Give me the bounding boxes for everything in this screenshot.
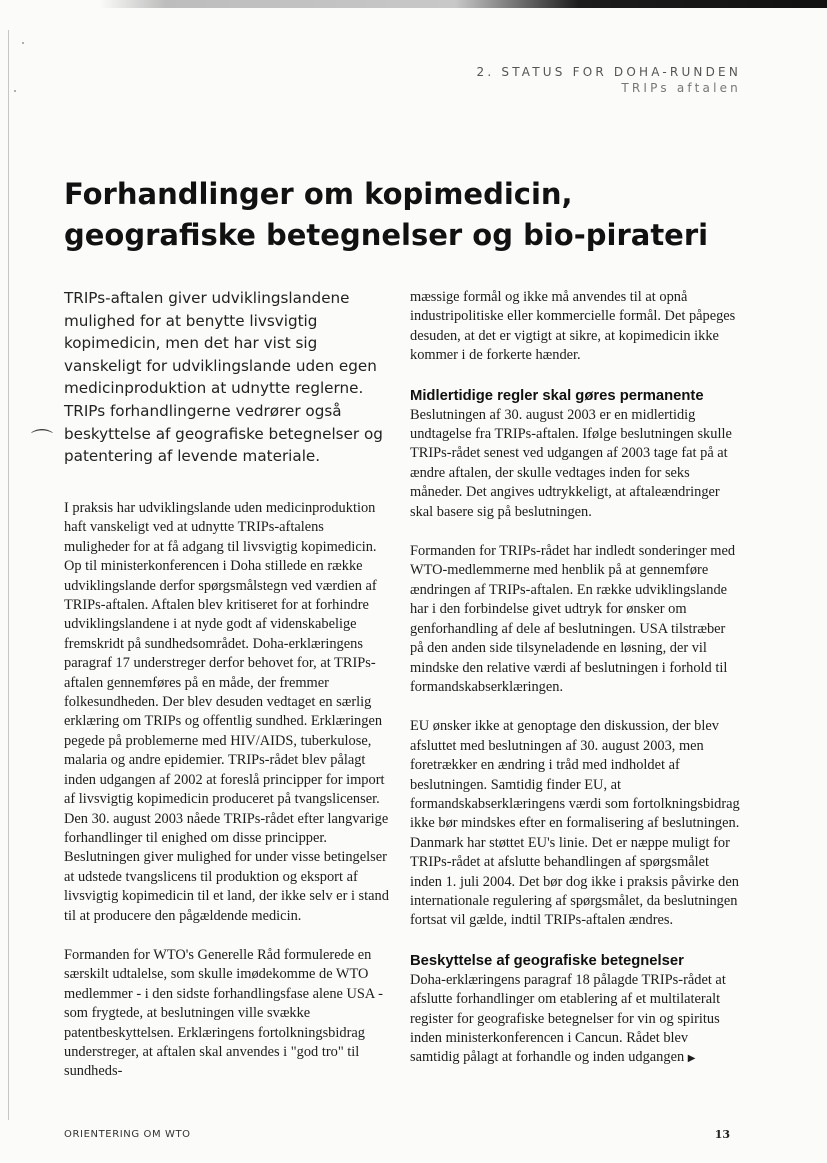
body-paragraph: Beslutningen af 30. august 2003 er en midlertidig undtagelse fra TRIPs-aftalen. Ifølge beslutningen skulle TRIPs-rådet senest ved udgangen af 2003 tage fat på at ændre aftalen, der skulle vedtages inden for seks måneder. Det angives udtrykkeligt, at aftaleændringer skal basere sig på beslutningen.	[410, 406, 732, 520]
subsection-header: TRIPs aftalen	[621, 81, 741, 95]
section-heading: Beskyttelse af geografiske betegnelser	[410, 952, 684, 969]
body-paragraph: mæssige formål og ikke må anvendes til at opnå industripolitiske eller kommercielle formål. Det påpeges desuden, at det er vigtigt at sikre, at kopimedicin ikke kommer i de forkerte hænder.	[410, 289, 736, 364]
running-header	[477, 64, 741, 96]
right-column	[410, 288, 740, 1089]
body-paragraph: EU ønsker ikke at genoptage den diskussion, der blev afsluttet med beslutningen af 30. august 2003, men foretrækker en ændring i tråd med indholdet af beslutningen. Samtidig finder EU, at formandskabserklæringens værdi som fortolkningsbidrag ikke bør mindskes efter en formalisering af beslutningen. Danmark har støttet EU's linie. Det er næppe muligt for TRIPs-rådet at afslutte behandlingen af spørgsmålet inden 1. juli 2004. Det bør dog ikke i praksis påvirke den internationale regulering af spørgsmålet, da beslutningen fortsat vil gælde, indtil TRIPs-aftalen ændres.	[410, 718, 740, 929]
body-paragraph: Formanden for TRIPs-rådet har indledt sonderinger med WTO-medlemmerne med henblik på at gennemføre ændringen af TRIPs-aftalen. En række udviklingslande har i den forbindelse givet udtryk for ønsker om genforhandling af dele af beslutningen. USA tilstræber på den anden side tilsyneladende en løsning, der vil mindske den relative værdi af beslutningen i forhold til formandskabserklæringen.	[410, 543, 736, 695]
page-number: 13	[714, 1128, 730, 1141]
page-title	[64, 174, 764, 256]
paragraph-text: Doha-erklæringens paragraf 18 pålagde TRIPs-rådet at afslutte forhandlinger om etablering af et multilateralt register for geografiske betegnelser for vin og spiritus inden ministerkonferencen i Cancun. Rådet blev samtidig pålagt at forhandle og inden udgangen	[410, 971, 726, 1066]
body-paragraph: I praksis har udviklingslande uden medicinproduktion haft vanskeligt ved at udnytte TRIPs-aftalens muligheder for at få adgang til livsvigtig kopimedicin. Op til ministerkonferencen i Doha stillede en række udviklingslande derfor spørgsmålstegn ved værdien af TRIPs-aftalen. Aftalen blev kritiseret for at forhindre udviklingslandene i at nyde godt af videnskabelige fremskridt på sundhedsområdet. Doha-erklæringens paragraf 17 understreger derfor behovet for, at TRIPs-aftalen gennemføres på en måde, der fremmer folkesundheden. Der blev desuden vedtaget en særlig erklæring om TRIPs og offentlig sundhed. Erklæringen pegede på problemerne med HIV/AIDS, tuberkulose, malaria og andre epidemier. TRIPs-rådet blev pålagt inden udgangen af 2002 at foreslå principper for import af livsvigtig kopimedicin produceret på tvangslicenser. Den 30. august 2003 nåede TRIPs-rådet efter langvarige forhandlinger til enighed om disse principper. Beslutningen giver mulighed for under visse betingelser at udstede tvangslicens til produktion og eksport af livsvigtig kopimedicin til et land, der ikke selv er i stand til at producere den pågældende medicin.	[64, 500, 389, 924]
intro-paragraph: TRIPs-aftalen giver udviklingslandene mulighed for at benytte livsvigtig kopimedicin, men det har vist sig vanskeligt for udviklingslande uden egen medicinproduktion at udnytte reglerne. TRIPs forhandlingerne vedrører også beskyttelse af geografiske betegnelser og patentering af levende materiale.	[64, 289, 383, 466]
footer-publication: ORIENTERING OM WTO	[64, 1129, 191, 1140]
title-line: geografiske betegnelser og bio-pirateri	[64, 218, 709, 252]
scan-top-edge	[0, 0, 827, 8]
body-paragraph: Formanden for WTO's Generelle Råd formulerede en særskilt udtalelse, som skulle imødekomme de WTO medlemmer - i den sidste forhandlingsfase alene USA - som frygtede, at beslutningen ville svække patentbeskyttelsen. Erklæringens fortolkningsbidrag understreger, at aftalen skal anvendes i "god tro" til sundheds-	[64, 946, 383, 1080]
scan-speck	[22, 42, 24, 44]
section-heading: Midlertidige regler skal gøres permanente	[410, 387, 704, 404]
continue-arrow-icon: ▶	[687, 1053, 696, 1065]
left-column	[64, 499, 390, 1102]
title-line: Forhandlinger om kopimedicin,	[64, 177, 573, 211]
section-header: 2. STATUS FOR DOHA-RUNDEN	[476, 65, 741, 79]
scan-left-edge	[8, 30, 9, 1120]
margin-bracket-mark: ⌒	[31, 429, 54, 454]
body-paragraph-continued	[410, 971, 740, 1069]
scan-speck	[14, 90, 16, 92]
